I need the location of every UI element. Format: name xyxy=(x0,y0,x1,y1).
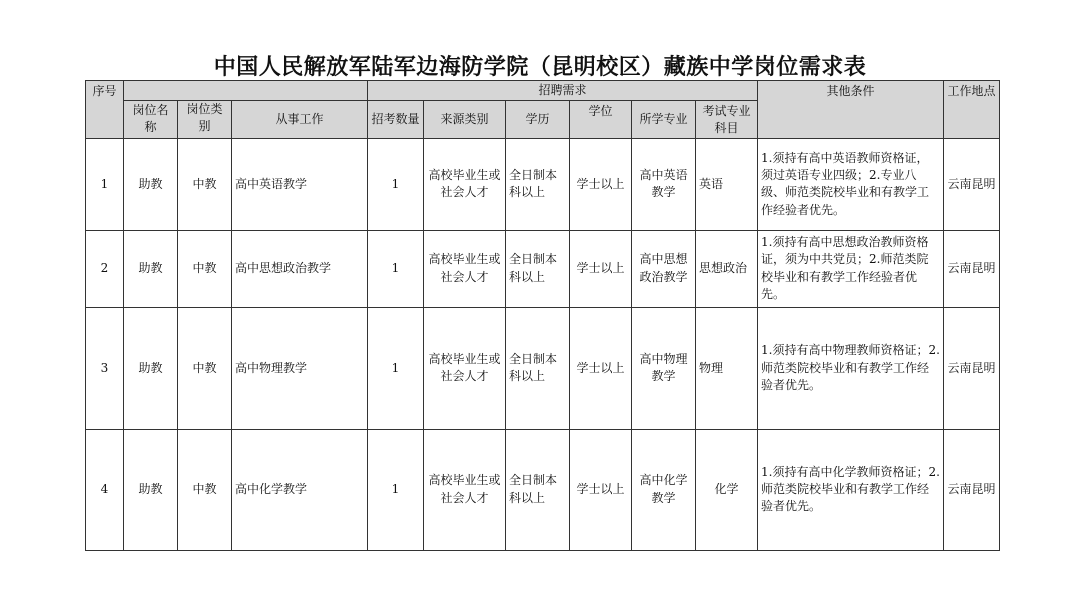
cell-location: 云南昆明 xyxy=(944,429,1000,550)
col-header-exam: 考试专业科目 xyxy=(696,101,758,139)
cell-location: 云南昆明 xyxy=(944,307,1000,429)
col-header-count: 招考数量 xyxy=(368,101,424,139)
cell-category: 中教 xyxy=(178,138,232,230)
cell-major: 高中英语教学 xyxy=(632,138,696,230)
cell-no: 4 xyxy=(86,429,124,550)
cell-source: 高校毕业生或社会人才 xyxy=(424,138,506,230)
header-row-top xyxy=(86,81,1000,101)
page-title: 中国人民解放军陆军边海防学院（昆明校区）藏族中学岗位需求表 xyxy=(213,55,867,80)
cell-no: 1 xyxy=(86,138,124,230)
cell-work: 高中物理教学 xyxy=(232,307,368,429)
cell-work: 高中思想政治教学 xyxy=(232,230,368,307)
cell-no: 2 xyxy=(86,230,124,307)
cell-count: 1 xyxy=(368,429,424,550)
cell-degree: 学士以上 xyxy=(570,307,632,429)
cell-conditions: 1.须持有高中化学教师资格证；2.师范类院校毕业和有教学工作经验者优先。 xyxy=(758,429,944,550)
col-header-category: 岗位类别 xyxy=(178,101,232,139)
cell-source: 高校毕业生或社会人才 xyxy=(424,307,506,429)
cell-education: 全日制本科以上 xyxy=(506,230,570,307)
cell-major: 高中化学教学 xyxy=(632,429,696,550)
col-header-work: 从事工作 xyxy=(232,101,368,139)
cell-conditions: 1.须持有高中思想政治教师资格证，须为中共党员；2.师范类院校毕业和有教学工作经验者优先。 xyxy=(758,230,944,307)
cell-exam: 思想政治 xyxy=(696,230,758,307)
cell-work: 高中化学教学 xyxy=(232,429,368,550)
cell-exam: 英语 xyxy=(696,138,758,230)
cell-degree: 学士以上 xyxy=(570,429,632,550)
col-header-position: 岗位名称 xyxy=(124,101,178,139)
cell-category: 中教 xyxy=(178,230,232,307)
cell-conditions: 1.须持有高中物理教师资格证；2.师范类院校毕业和有教学工作经验者优先。 xyxy=(758,307,944,429)
col-header-conditions: 其他条件 xyxy=(758,81,944,139)
cell-location: 云南昆明 xyxy=(944,138,1000,230)
cell-major: 高中物理教学 xyxy=(632,307,696,429)
job-requirements-table xyxy=(85,80,1000,551)
table-row xyxy=(86,429,1000,550)
col-header-education: 学历 xyxy=(506,101,570,139)
cell-education: 全日制本科以上 xyxy=(506,307,570,429)
cell-count: 1 xyxy=(368,138,424,230)
cell-education: 全日制本科以上 xyxy=(506,138,570,230)
col-header-location: 工作地点 xyxy=(944,81,1000,139)
cell-count: 1 xyxy=(368,230,424,307)
cell-location: 云南昆明 xyxy=(944,230,1000,307)
header-group-recruit: 招聘需求 xyxy=(368,81,758,101)
table-row xyxy=(86,307,1000,429)
cell-category: 中教 xyxy=(178,307,232,429)
col-header-source: 来源类别 xyxy=(424,101,506,139)
cell-exam: 化学 xyxy=(696,429,758,550)
cell-conditions: 1.须持有高中英语教师资格证，须过英语专业四级；2.专业八级、师范类院校毕业和有教学工作经验者优先。 xyxy=(758,138,944,230)
cell-education: 全日制本科以上 xyxy=(506,429,570,550)
cell-work: 高中英语教学 xyxy=(232,138,368,230)
cell-position: 助教 xyxy=(124,230,178,307)
cell-position: 助教 xyxy=(124,307,178,429)
col-header-no: 序号 xyxy=(86,81,124,139)
cell-source: 高校毕业生或社会人才 xyxy=(424,429,506,550)
cell-position: 助教 xyxy=(124,138,178,230)
cell-source: 高校毕业生或社会人才 xyxy=(424,230,506,307)
cell-position: 助教 xyxy=(124,429,178,550)
col-header-major: 所学专业 xyxy=(632,101,696,139)
cell-degree: 学士以上 xyxy=(570,138,632,230)
cell-degree: 学士以上 xyxy=(570,230,632,307)
col-header-degree: 学位 xyxy=(570,101,632,139)
cell-major: 高中思想政治教学 xyxy=(632,230,696,307)
cell-exam: 物理 xyxy=(696,307,758,429)
header-blank xyxy=(124,81,368,101)
table-row xyxy=(86,138,1000,230)
cell-category: 中教 xyxy=(178,429,232,550)
cell-count: 1 xyxy=(368,307,424,429)
table-row xyxy=(86,230,1000,307)
cell-no: 3 xyxy=(86,307,124,429)
